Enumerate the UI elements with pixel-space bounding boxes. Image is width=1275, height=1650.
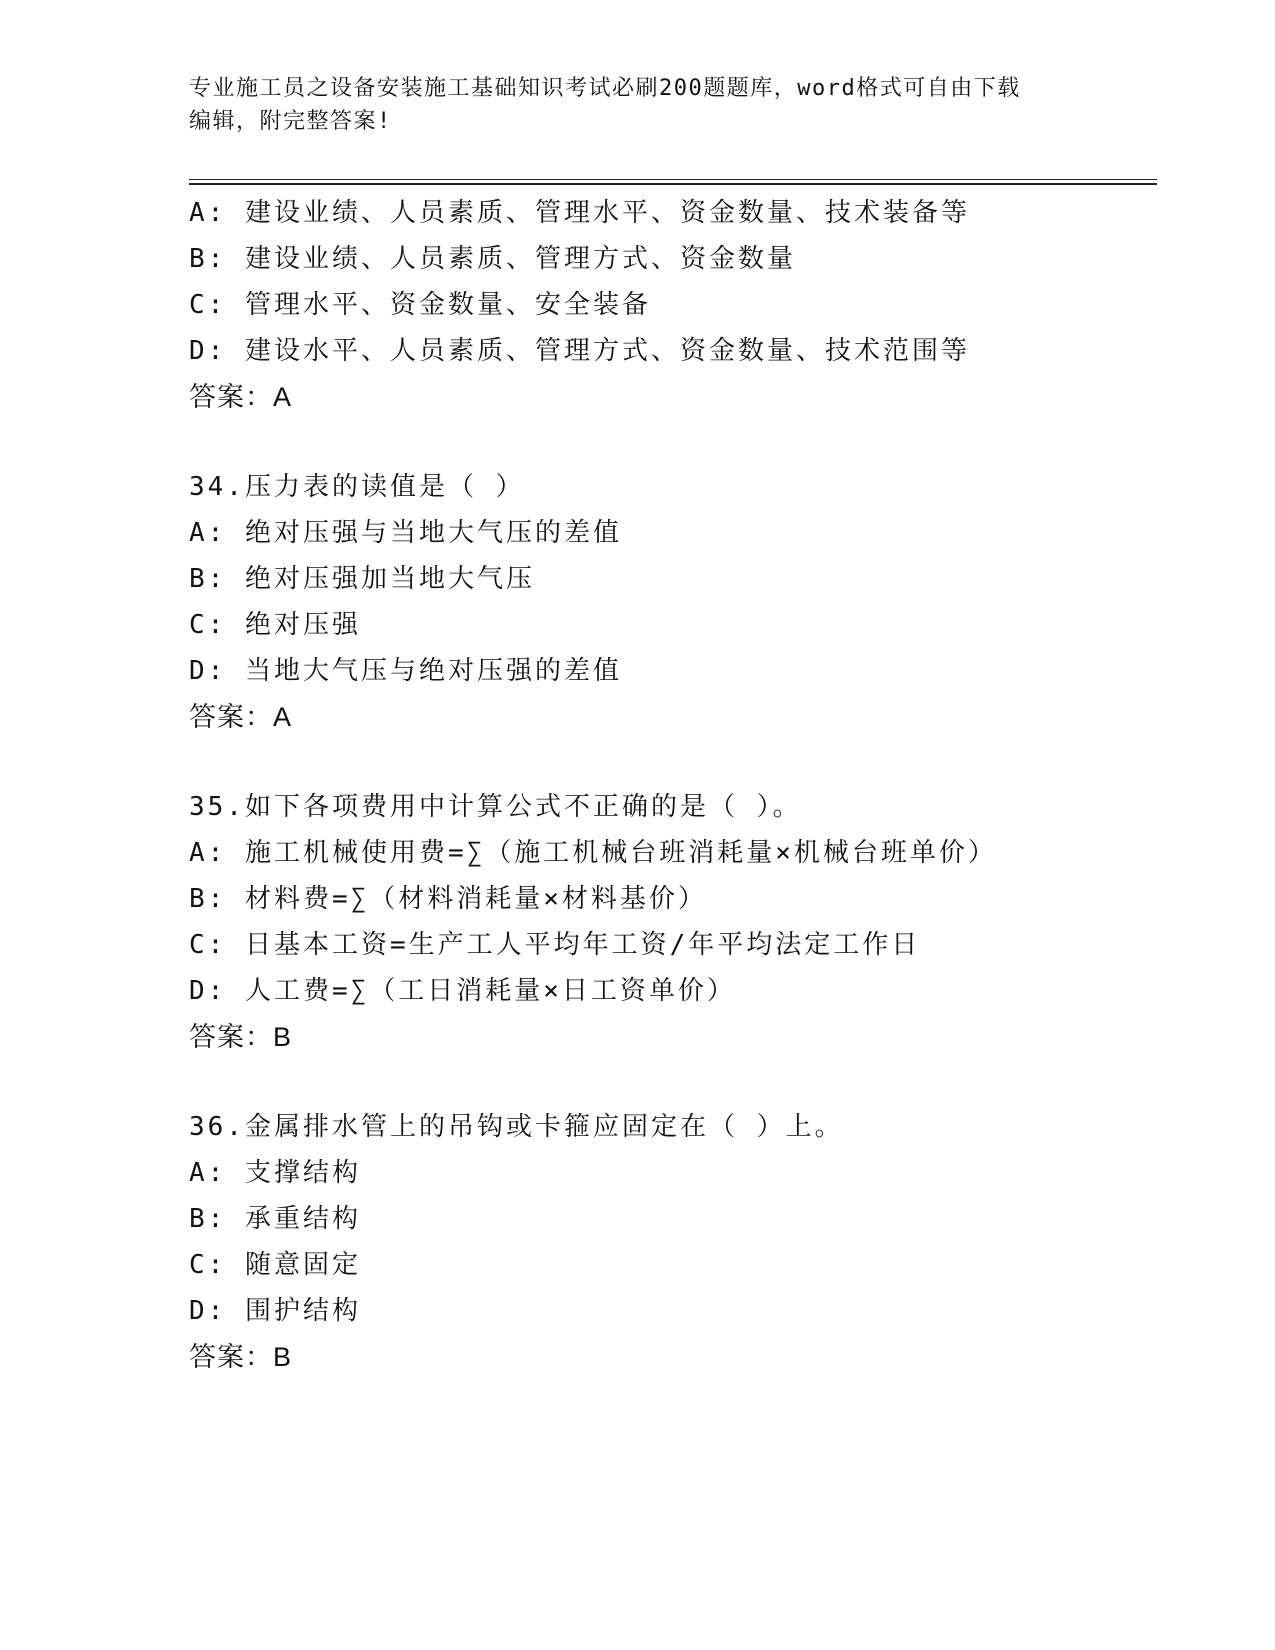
option-a: A: 建设业绩、人员素质、管理水平、资金数量、技术装备等	[189, 198, 970, 228]
option-c: C: 日基本工资=生产工人平均年工资/年平均法定工作日	[189, 930, 921, 960]
option-c: C: 绝对压强	[189, 610, 361, 640]
answer-line: 答案：B	[189, 1342, 293, 1372]
question-block-33	[189, 190, 1149, 420]
option-b: B: 承重结构	[189, 1204, 361, 1234]
document-header	[189, 72, 1089, 138]
option-a: A: 支撑结构	[189, 1158, 361, 1188]
option-b: B: 建设业绩、人员素质、管理方式、资金数量	[189, 244, 796, 274]
block-spacer	[189, 740, 1149, 784]
option-b: B: 绝对压强加当地大气压	[189, 564, 535, 594]
question-text: 36.金属排水管上的吊钩或卡箍应固定在（ ）上。	[189, 1112, 844, 1142]
option-b: B: 材料费=∑（材料消耗量×材料基价）	[189, 884, 707, 914]
option-a: A: 绝对压强与当地大气压的差值	[189, 518, 622, 548]
question-block-35	[189, 784, 1149, 1060]
answer-line: 答案：B	[189, 1022, 293, 1052]
header-divider-thick	[189, 183, 1157, 185]
question-text: 35.如下各项费用中计算公式不正确的是（ ）。	[189, 792, 802, 822]
block-spacer	[189, 420, 1149, 464]
answer-line: 答案：A	[189, 382, 293, 412]
option-a: A: 施工机械使用费=∑（施工机械台班消耗量×机械台班单价）	[189, 838, 997, 868]
answer-line: 答案：A	[189, 702, 293, 732]
option-d: D: 人工费=∑（工日消耗量×日工资单价）	[189, 976, 736, 1006]
question-text: 34.压力表的读值是（ ）	[189, 472, 525, 502]
option-d: D: 当地大气压与绝对压强的差值	[189, 656, 622, 686]
question-block-34	[189, 464, 1149, 740]
option-c: C: 管理水平、资金数量、安全装备	[189, 290, 651, 320]
header-divider-thin	[189, 179, 1157, 180]
question-list	[189, 190, 1149, 1380]
option-d: D: 建设水平、人员素质、管理方式、资金数量、技术范围等	[189, 336, 970, 366]
block-spacer	[189, 1060, 1149, 1104]
question-block-36	[189, 1104, 1149, 1380]
header-title-line-2: 编辑，附完整答案!	[189, 109, 392, 134]
header-title-line-1: 专业施工员之设备安装施工基础知识考试必刷200题题库，word格式可自由下载	[189, 76, 1021, 101]
option-d: D: 围护结构	[189, 1296, 361, 1326]
option-c: C: 随意固定	[189, 1250, 361, 1280]
